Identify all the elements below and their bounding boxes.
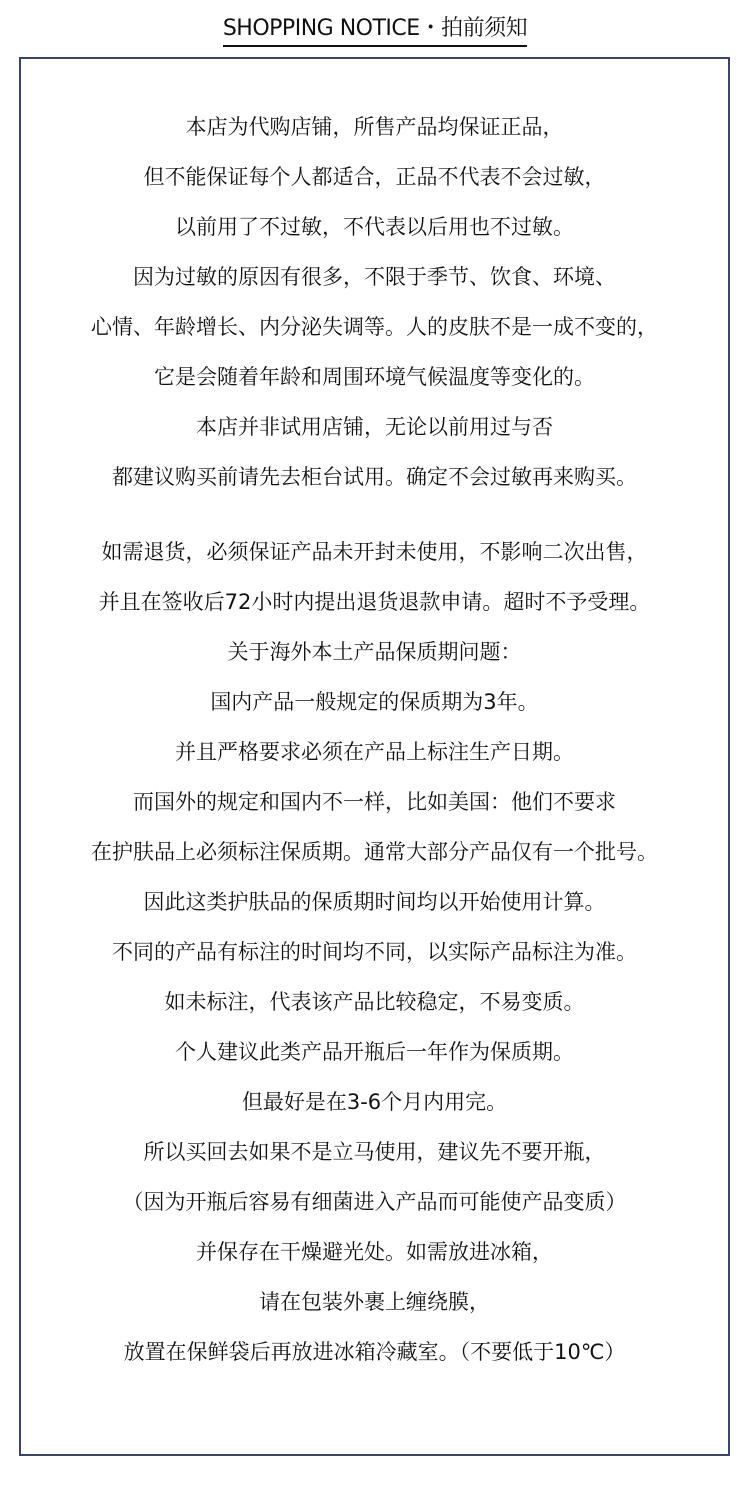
notice-line: 如需退货，必须保证产品未开封未使用，不影响二次出售， [101,540,648,564]
notice-line: 如未标注，代表该产品比较稳定，不易变质。 [164,990,585,1014]
notice-line: 本店并非试用店铺，无论以前用过与否 [196,415,553,439]
notice-line: 请在包装外裹上缠绕膜， [259,1290,490,1314]
notice-line: 并且在签收后72小时内提出退货退款申请。超时不予受理。 [98,590,651,614]
notice-line: 因此这类护肤品的保质期时间均以开始使用计算。 [143,890,606,914]
notice-line: 它是会随着年龄和周围环境气候温度等变化的。 [154,365,595,389]
notice-line: 因为过敏的原因有很多，不限于季节、饮食、环境、 [133,265,616,289]
page-title [0,14,750,47]
notice-line: 以前用了不过敏，不代表以后用也不过敏。 [175,215,574,239]
notice-line: 个人建议此类产品开瓶后一年作为保质期。 [175,1040,574,1064]
notice-line: 都建议购买前请先去柜台试用。确定不会过敏再来购买。 [112,465,637,489]
notice-line: （因为开瓶后容易有细菌进入产品而可能使产品变质） [122,1190,627,1214]
notice-text-block [19,102,730,1377]
notice-line: 在护肤品上必须标注保质期。通常大部分产品仅有一个批号。 [91,840,658,864]
notice-line: 而国外的规定和国内不一样，比如美国：他们不要求 [133,790,616,814]
notice-line: 并保存在干燥避光处。如需放进冰箱， [196,1240,553,1264]
notice-line: 所以买回去如果不是立马使用，建议先不要开瓶， [143,1140,606,1164]
notice-line: 心情、年龄增长、内分泌失调等。人的皮肤不是一成不变的， [91,315,658,339]
notice-line: 国内产品一般规定的保质期为3年。 [210,690,539,714]
notice-line: 本店为代购店铺，所售产品均保证正品， [185,115,564,139]
notice-line: 不同的产品有标注的时间均不同，以实际产品标注为准。 [112,940,637,964]
notice-line: 并且严格要求必须在产品上标注生产日期。 [175,740,574,764]
page-title-text: SHOPPING NOTICE・拍前须知 [223,14,527,47]
notice-line: 但最好是在3-6个月内用完。 [241,1090,508,1114]
notice-line: 放置在保鲜袋后再放进冰箱冷藏室。（不要低于10℃） [123,1340,626,1364]
notice-line: 关于海外本土产品保质期问题： [227,640,522,664]
notice-line: 但不能保证每个人都适合，正品不代表不会过敏， [143,165,606,189]
